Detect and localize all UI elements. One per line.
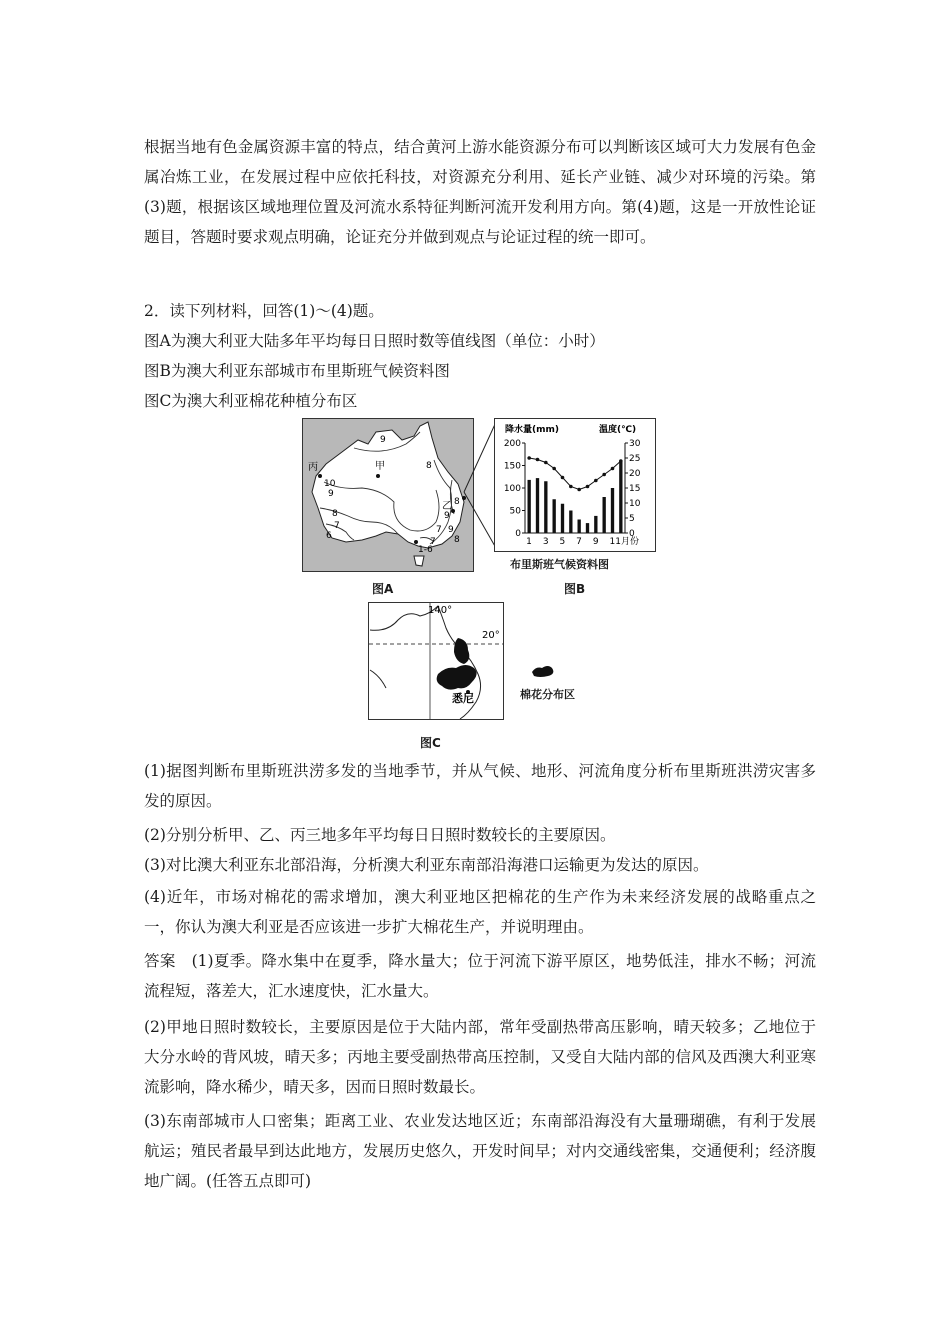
temperature-point xyxy=(594,479,598,483)
left-axis-label: 降水量(mm) xyxy=(505,425,559,435)
right-tick-label: 20 xyxy=(629,469,641,479)
figure-a-caption: 图A xyxy=(372,582,394,596)
question-4: (4)近年，市场对棉花的需求增加，澳大利亚地区把棉花的生产作为未来经济发展的战略重点之一，你认为澳大利亚是否应该进一步扩大棉花生产，并说明理由。 xyxy=(144,888,816,936)
x-tick-label: 7 xyxy=(576,537,582,547)
point-bing xyxy=(318,474,322,478)
question-2: (2)分别分析甲、乙、丙三地多年平均每日日照时数较长的主要原因。 xyxy=(144,826,616,844)
legend-label: 棉花分布区 xyxy=(520,688,575,701)
svg-text:8: 8 xyxy=(426,461,432,471)
svg-text:7: 7 xyxy=(334,521,340,531)
temperature-point xyxy=(561,476,565,480)
latitude-label: 20° xyxy=(482,630,500,641)
legend-swatch xyxy=(530,664,556,680)
tasmania-outline xyxy=(414,556,424,566)
precipitation-bar xyxy=(569,511,572,534)
right-tick-label: 30 xyxy=(629,439,641,449)
svg-text:8: 8 xyxy=(332,509,338,519)
answer-3: (3)东南部城市人口密集；距离工业、农业发达地区近；东南部沿海没有大量珊瑚礁，有利于发展航运；殖民者最早到达此地方，发展历史悠久，开发时间早；对内交通线密集，交通便利；经济腹地广阔。(任答五点即可) xyxy=(144,1112,816,1190)
climate-chart xyxy=(495,419,655,551)
figure-b-description: 图B为澳大利亚东部城市布里斯班气候资料图 xyxy=(144,362,450,380)
label-jia: 甲 xyxy=(375,461,385,472)
temperature-point xyxy=(536,458,540,462)
question-3: (3)对比澳大利亚东北部沿海，分析澳大利亚东南部沿海港口运输更为发达的原因。 xyxy=(144,856,709,874)
precipitation-bar xyxy=(561,504,564,533)
figure-b-chart xyxy=(494,418,656,552)
svg-text:9: 9 xyxy=(328,489,334,499)
temperature-point xyxy=(611,467,615,471)
svg-text:7: 7 xyxy=(430,537,436,547)
answer-2: (2)甲地日照时数较长，主要原因是位于大陆内部，常年受副热带高压影响，晴天较多；乙地位于大分水岭的背风坡，晴天多；丙地主要受副热带高压控制，又受自大陆内部的信风及西澳大利亚寒流影响，降水稀少，晴天多，因而日照时数最长。 xyxy=(144,1018,816,1096)
x-tick-label: 5 xyxy=(559,537,566,547)
temperature-point xyxy=(586,485,590,489)
intro-paragraph: 根据当地有色金属资源丰富的特点，结合黄河上游水能资源分布可以判断该区域可大力发展有色金属冶炼工业，在发展过程中应依托科技，对资源充分利用、延长产业链、减少对环境的污染。第(3)题，根据该区域地理位置及河流水系特征判断河流开发利用方向。第(4)题，这是一开放性论证题目，答题时要求观点明确，论证充分并做到观点与论证过程的统一即可。 xyxy=(144,138,816,246)
svg-text:7: 7 xyxy=(436,525,442,535)
right-tick-label: 10 xyxy=(629,499,641,509)
right-tick-label: 25 xyxy=(629,454,641,464)
temperature-point xyxy=(552,467,556,471)
right-tick-label: 15 xyxy=(629,484,641,494)
right-tick-label: 5 xyxy=(629,514,635,524)
label-yi: 乙 xyxy=(442,501,452,512)
svg-text:9: 9 xyxy=(448,525,454,535)
temperature-point xyxy=(527,456,531,460)
svg-text:9: 9 xyxy=(380,435,386,445)
temperature-point xyxy=(569,485,573,489)
sydney-label: 悉尼 xyxy=(452,692,474,705)
left-tick-label: 150 xyxy=(503,461,521,472)
svg-text:1-6: 1-6 xyxy=(418,545,433,555)
precipitation-bar xyxy=(586,523,589,533)
question-2-intro: 2．读下列材料，回答(1)～(4)题。 xyxy=(144,302,384,320)
figure-c-caption: 图C xyxy=(420,736,441,750)
svg-text:6: 6 xyxy=(326,531,332,541)
svg-text:8: 8 xyxy=(454,497,460,507)
x-tick-label: 9 xyxy=(592,537,599,547)
left-tick-label: 100 xyxy=(503,484,521,494)
precipitation-bar xyxy=(619,461,622,533)
svg-text:10: 10 xyxy=(324,479,336,489)
precipitation-bar xyxy=(611,488,614,533)
x-tick-label: 11月份 xyxy=(609,537,639,547)
figure-c-description: 图C为澳大利亚棉花种植分布区 xyxy=(144,392,358,410)
precipitation-bar xyxy=(594,516,597,533)
temperature-point xyxy=(577,488,581,492)
temperature-point xyxy=(602,473,606,477)
figure-b-subtitle: 布里斯班气候资料图 xyxy=(510,558,609,571)
x-tick-label: 1 xyxy=(526,537,532,547)
right-axis-label: 温度(℃) xyxy=(599,425,637,435)
svg-text:8: 8 xyxy=(454,535,460,545)
label-bing: 丙 xyxy=(308,462,318,473)
figure-c-map xyxy=(368,602,504,720)
precipitation-bar xyxy=(528,480,531,533)
point-jia xyxy=(376,474,380,478)
left-tick-label: 200 xyxy=(503,439,521,449)
temperature-point xyxy=(544,461,548,465)
x-tick-label: 3 xyxy=(542,537,549,547)
precipitation-bar xyxy=(603,497,606,533)
precipitation-bar xyxy=(536,478,539,533)
figure-b-caption: 图B xyxy=(564,582,586,596)
figure-a-description: 图A为澳大利亚大陆多年平均每日日照时数等值线图（单位：小时） xyxy=(144,332,605,350)
precipitation-bar xyxy=(578,520,581,534)
left-tick-label: 0 xyxy=(515,529,521,539)
answer-1: 答案 (1)夏季。降水集中在夏季，降水量大；位于河流下游平原区，地势低洼，排水不畅；河流流程短，落差大，汇水速度快，汇水量大。 xyxy=(144,952,816,1000)
callout-lines xyxy=(462,420,498,550)
precipitation-bar xyxy=(544,481,547,533)
temperature-point xyxy=(619,459,623,463)
right-tick-label: 0 xyxy=(629,529,635,539)
svg-text:9: 9 xyxy=(444,511,450,521)
left-tick-label: 50 xyxy=(509,506,521,517)
point-southeast xyxy=(414,540,418,544)
precipitation-bar xyxy=(553,499,556,533)
longitude-label: 140° xyxy=(428,605,453,616)
temperature-line xyxy=(529,458,621,490)
figure-a-map xyxy=(302,418,474,572)
question-1: (1)据图判断布里斯班洪涝多发的当地季节，并从气候、地形、河流角度分析布里斯班洪涝灾害多发的原因。 xyxy=(144,762,816,810)
